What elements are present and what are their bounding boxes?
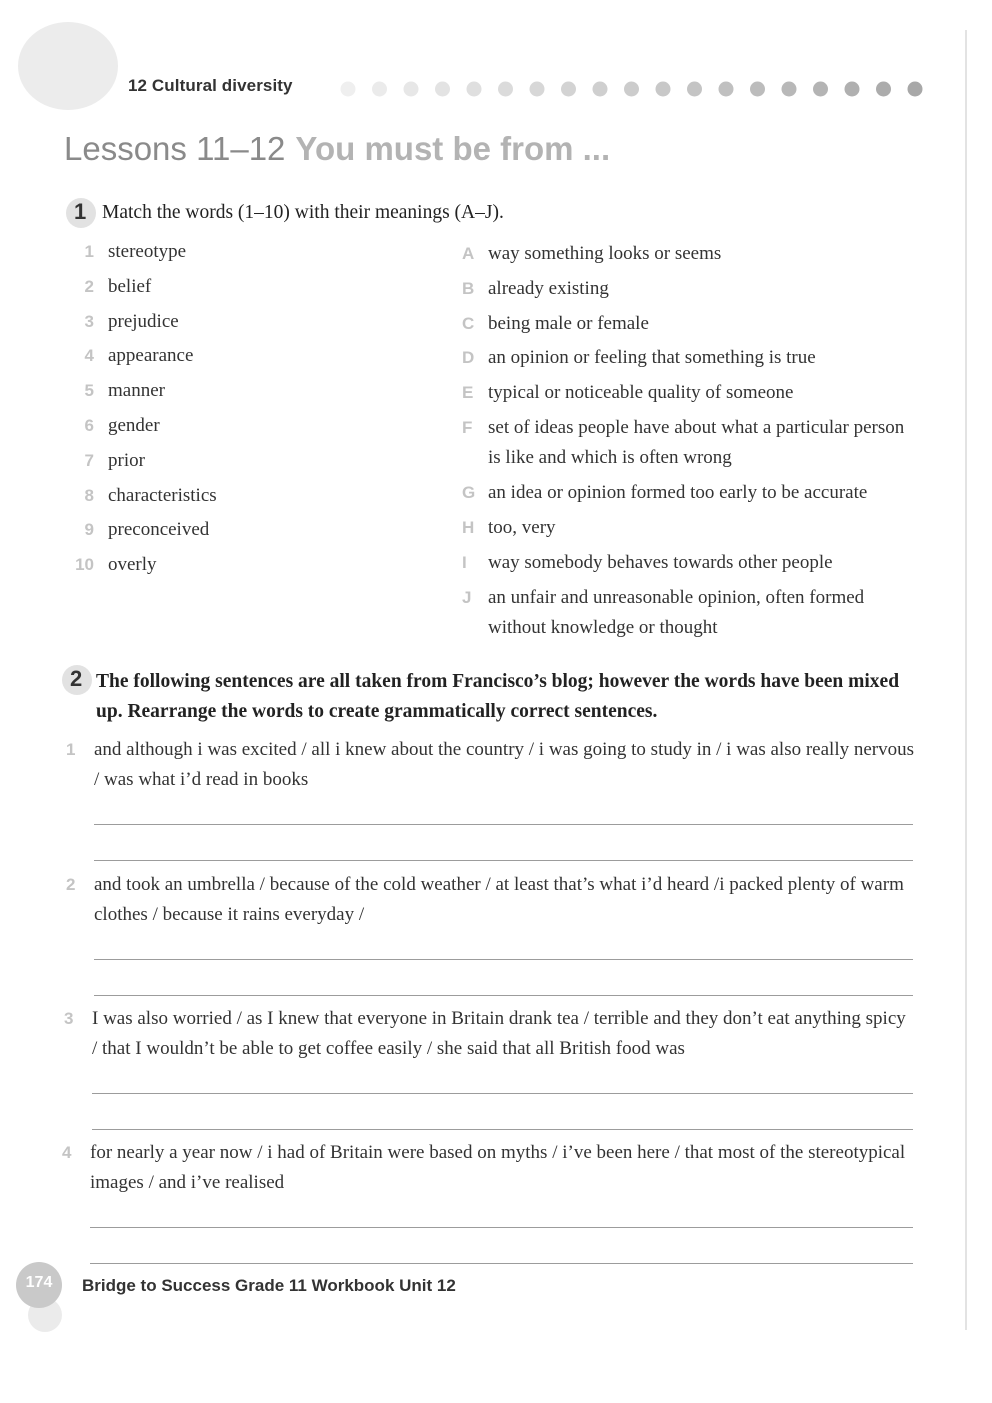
word-text: stereotype: [108, 241, 187, 262]
header-dot: [908, 82, 923, 97]
meaning-letter: D: [462, 348, 475, 367]
header-dot: [435, 82, 450, 97]
word-number: 10: [75, 555, 94, 575]
sentence-text: and although i was excited / all i knew about the country / i was going to study in / i was also really nervous / was what i’d read in books: [94, 739, 915, 790]
meaning-letter: C: [462, 314, 475, 333]
header-dot: [372, 82, 387, 97]
header-dot: [624, 82, 639, 97]
exercise-2-number: 2: [70, 666, 83, 691]
header-dot: [719, 82, 734, 97]
word-text: preconceived: [108, 519, 210, 541]
unit-label: 12 Cultural diversity: [128, 76, 293, 95]
word-number: 4: [84, 346, 94, 366]
word-number: 5: [84, 381, 94, 401]
sentence-item: [62, 1138, 915, 1202]
meaning-letter: G: [462, 483, 476, 502]
meaning-text: too, very: [488, 517, 556, 538]
sentence-number: 3: [64, 1009, 74, 1028]
header-dot: [498, 82, 513, 97]
word-text: appearance: [108, 345, 194, 367]
meaning-text: way something looks or seems: [488, 243, 722, 264]
header-dot: [593, 82, 608, 97]
header-dot: [876, 82, 891, 97]
meaning-letter: B: [462, 279, 475, 298]
meaning-letter: A: [462, 244, 475, 263]
meaning-letter: J: [462, 588, 472, 607]
answer-line[interactable]: [94, 995, 913, 996]
word-number: 7: [84, 450, 94, 470]
word-text: overly: [108, 554, 157, 576]
exercise-1-instruction: Match the words (1–10) with their meanings (A–J).: [102, 202, 504, 223]
meaning-text: set of ideas people have about what a particular person is like and which is often wrong: [488, 417, 905, 468]
meaning-text: way somebody behaves towards other people: [488, 552, 833, 573]
word-text: prior: [108, 449, 145, 471]
sentence-item: [66, 870, 915, 934]
header-dot: [467, 82, 482, 97]
header-dot: [782, 82, 797, 97]
answer-line[interactable]: [92, 1129, 913, 1130]
lesson-title: [64, 130, 610, 168]
word-number: 6: [84, 416, 94, 435]
header-dot: [845, 82, 860, 97]
word-number: 1: [84, 242, 94, 261]
word-number: 2: [84, 276, 94, 296]
meaning-text: an idea or opinion formed too early to be accurate: [488, 482, 868, 503]
word-text: manner: [108, 380, 165, 402]
word-text: gender: [108, 415, 160, 436]
answer-line[interactable]: [92, 1093, 913, 1094]
answer-line[interactable]: [94, 824, 913, 825]
exercise-1-number: 1: [74, 199, 87, 224]
lesson-range: Lessons 11–12: [64, 130, 286, 167]
sentence-number: 2: [66, 875, 76, 894]
header-dot: [656, 82, 671, 97]
word-text: prejudice: [108, 310, 179, 332]
meaning-text: an opinion or feeling that something is true: [488, 347, 816, 368]
word-number: 3: [84, 311, 94, 331]
meaning-letter: I: [462, 553, 467, 572]
header-dot: [750, 82, 765, 97]
page-number: 174: [25, 1274, 53, 1291]
header-dot: [341, 82, 356, 97]
sentence-number: 1: [66, 740, 76, 759]
sentence-number: 4: [62, 1143, 72, 1162]
meaning-letter: F: [462, 418, 473, 437]
page-edge-rule: [965, 30, 967, 1330]
footer-title: Bridge to Success Grade 11 Workbook Unit 12: [82, 1276, 456, 1295]
sentence-text: I was also worried / as I knew that everyone in Britain drank tea / terrible and they don’t eat anything spicy / that I wouldn’t be able to get coffee easily / she said that all British food was: [92, 1008, 906, 1059]
meaning-text: typical or noticeable quality of someone: [488, 382, 794, 403]
word-number: 9: [84, 520, 94, 540]
meaning-text: an unfair and unreasonable opinion, often formed without knowledge or thought: [488, 587, 865, 638]
header-dot: [687, 82, 702, 97]
header-dot: [404, 82, 419, 97]
answer-line[interactable]: [94, 860, 913, 861]
sentence-item: [66, 735, 915, 799]
word-text: belief: [108, 275, 152, 297]
sentence-text: for nearly a year now / i had of Britain were based on myths / i’ve been here / that most of the stereotypical images / and i’ve realised: [90, 1142, 906, 1193]
word-text: characteristics: [108, 484, 217, 506]
header-dot: [530, 82, 545, 97]
word-number: 8: [84, 485, 94, 505]
exercise-2-instruction: The following sentences are all taken from Francisco’s blog; however the words have been mixed up. Rearrange the words to create grammatically correct sentences.: [96, 671, 900, 722]
answer-line[interactable]: [94, 959, 913, 960]
sentence-item: [64, 1004, 915, 1068]
lesson-subtitle: You must be from ...: [295, 130, 611, 167]
meaning-letter: E: [462, 383, 474, 402]
meaning-text: already existing: [488, 278, 609, 299]
answer-line[interactable]: [90, 1263, 913, 1264]
meaning-text: being male or female: [488, 313, 649, 334]
corner-decoration-top: [18, 22, 118, 110]
sentence-text: and took an umbrella / because of the cold weather / at least that’s what i’d heard /i packed plenty of warm clothes / because it rains everyday /: [94, 874, 904, 925]
answer-line[interactable]: [90, 1227, 913, 1228]
header-dot-row: [300, 80, 940, 98]
meaning-letter: H: [462, 518, 475, 537]
header-dot: [561, 82, 576, 97]
header-dot: [813, 82, 828, 97]
